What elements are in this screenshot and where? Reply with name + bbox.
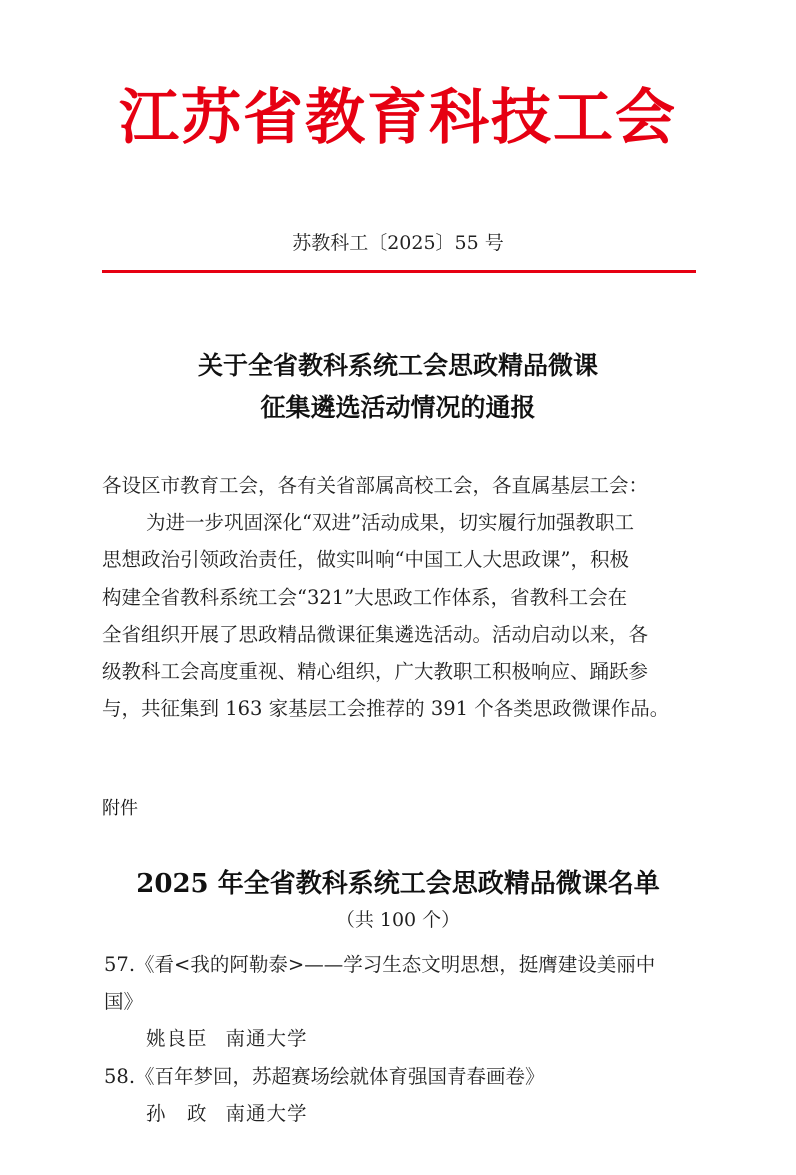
red-divider — [102, 270, 696, 273]
paragraph-line: 与，共征集到 163 家基层工会推荐的 391 个各类思政微课作品。 — [102, 697, 670, 720]
paragraph-line: 全省组织开展了思政精品微课征集遴选活动。活动启动以来，各 — [102, 623, 649, 646]
list-item-author — [146, 1022, 308, 1056]
author-name: 孙 政 — [146, 1102, 208, 1125]
list-title: 2025 年全省教科系统工会思政精品微课名单 — [136, 869, 660, 899]
notice-title-line-2: 征集遴选活动情况的通报 — [260, 393, 536, 422]
paragraph-line: 为进一步巩固深化“双进”活动成果，切实履行加强教职工 — [146, 511, 634, 534]
document-number: 苏教科工〔2025〕55 号 — [292, 232, 504, 254]
list-item-author — [146, 1097, 308, 1131]
paragraph-line: 构建全省教科系统工会“321”大思政工作体系，省教科工会在 — [102, 586, 628, 609]
org-header: 江苏省教育科技工会 — [119, 83, 677, 153]
author-name: 姚良臣 — [146, 1027, 208, 1050]
author-unit: 南通大学 — [225, 1102, 308, 1125]
list-item-title-line: 57.《看<我的阿勒泰>——学习生态文明思想，挺膺建设美丽中 — [104, 953, 656, 976]
notice-title-line-1: 关于全省教科系统工会思政精品微课 — [197, 351, 598, 380]
list-count: （共 100 个） — [335, 909, 461, 931]
paragraph-line: 级教科工会高度重视、精心组织，广大教职工积极响应、踊跃参 — [102, 660, 649, 683]
attachment-label: 附件 — [102, 798, 138, 819]
salutation: 各设区市教育工会，各有关省部属高校工会，各直属基层工会： — [102, 474, 649, 497]
paragraph-line: 思想政治引领政治责任，做实叫响“中国工人大思政课”，积极 — [102, 548, 629, 571]
list-item-title-line: 国》 — [104, 990, 144, 1013]
author-unit: 南通大学 — [225, 1027, 308, 1050]
list-item-title-line: 58.《百年梦回，苏超赛场绘就体育强国青春画卷》 — [104, 1065, 545, 1088]
